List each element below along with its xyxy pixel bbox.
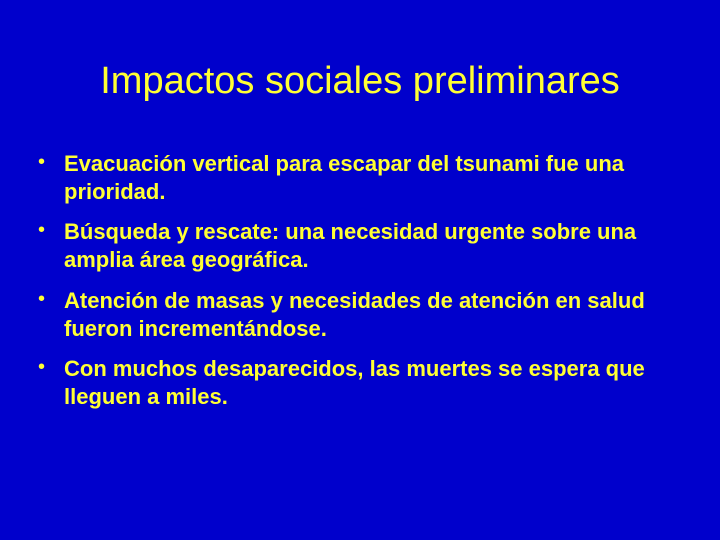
bullet-marker-icon: • <box>38 355 46 378</box>
page-title: Impactos sociales preliminares <box>100 60 620 103</box>
list-item <box>38 355 698 411</box>
list-item <box>38 150 698 206</box>
bullet-list <box>38 150 698 423</box>
list-item-label: Evacuación vertical para escapar del tsunami fue una prioridad. <box>64 151 625 205</box>
bullet-marker-icon: • <box>38 151 46 173</box>
bullet-marker-icon: • <box>38 219 46 242</box>
list-item <box>38 218 698 274</box>
list-item <box>38 287 698 343</box>
list-item-label: Con muchos desaparecidos, las muertes se espera que lleguen a miles. <box>64 355 645 410</box>
list-item-label: Atención de masas y necesidades de atención en salud fueron incrementándose. <box>64 287 645 341</box>
list-item-label: Búsqueda y rescate: una necesidad urgente sobre una amplia área geográfica. <box>64 219 637 273</box>
bullet-marker-icon: • <box>38 287 46 310</box>
